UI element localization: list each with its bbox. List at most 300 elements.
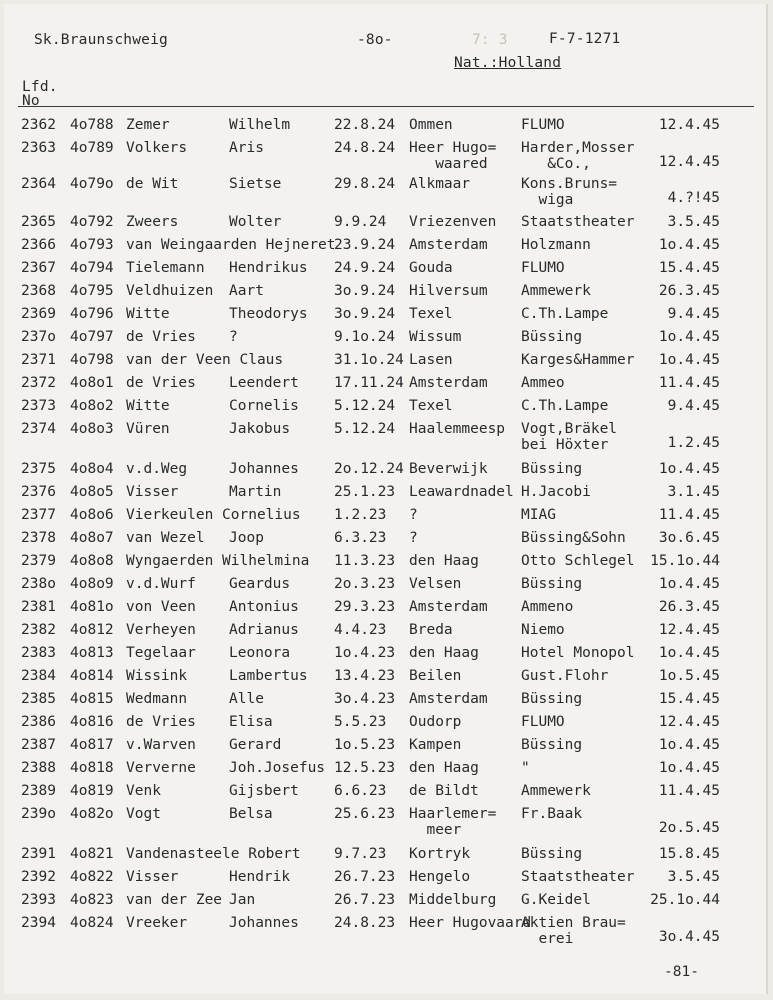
cell-name: Wyngaerden Wilhelmina bbox=[126, 553, 310, 569]
cell-ort: den Haag bbox=[409, 645, 479, 661]
table-row bbox=[0, 892, 773, 912]
cell-vorname: Gijsbert bbox=[229, 783, 299, 799]
table-row bbox=[0, 760, 773, 780]
cell-firma: Kons.Bruns= wiga bbox=[521, 176, 618, 208]
table-row bbox=[0, 507, 773, 527]
cell-firma: H.Jacobi bbox=[521, 484, 591, 500]
table-row bbox=[0, 176, 773, 208]
cell-nr: 4o8o8 bbox=[70, 553, 114, 569]
cell-nr: 4o82o bbox=[70, 806, 114, 822]
cell-name: Volkers bbox=[126, 140, 188, 156]
cell-nr: 4o8o1 bbox=[70, 375, 114, 391]
cell-vorname: Joop bbox=[229, 530, 264, 546]
table-row bbox=[0, 461, 773, 481]
cell-lfd: 2386 bbox=[21, 714, 56, 730]
cell-vorname: Johannes bbox=[229, 915, 299, 931]
cell-datum: 29.8.24 bbox=[334, 176, 396, 192]
cell-name: van Weingaarden Hejneret bbox=[126, 237, 336, 253]
cell-vorname: Elisa bbox=[229, 714, 273, 730]
cell-vorname: Leonora bbox=[229, 645, 291, 661]
cell-nr: 4o79o bbox=[70, 176, 114, 192]
cell-firma: FLUMO bbox=[521, 714, 565, 730]
cell-nr: 4o793 bbox=[70, 237, 114, 253]
cell-name: v.Warven bbox=[126, 737, 196, 753]
cell-datum: 24.8.24 bbox=[334, 140, 396, 156]
cell-ort: Wissum bbox=[409, 329, 462, 345]
cell-datum: 6.3.23 bbox=[334, 530, 387, 546]
table-row bbox=[0, 622, 773, 642]
cell-ort: Texel bbox=[409, 398, 453, 414]
cell-name: Vogt bbox=[126, 806, 161, 822]
cell-nr: 4o814 bbox=[70, 668, 114, 684]
cell-ort: Texel bbox=[409, 306, 453, 322]
reference-number: F-7-1271 bbox=[549, 31, 621, 47]
cell-name: Vandenasteele Robert bbox=[126, 846, 301, 862]
table-row bbox=[0, 214, 773, 234]
cell-ende: 11.4.45 bbox=[658, 507, 720, 523]
cell-datum: 9.1o.24 bbox=[334, 329, 396, 345]
cell-lfd: 2382 bbox=[21, 622, 56, 638]
cell-ende: 3.5.45 bbox=[667, 869, 720, 885]
cell-datum: 2o.3.23 bbox=[334, 576, 396, 592]
cell-nr: 4o794 bbox=[70, 260, 114, 276]
table-row bbox=[0, 915, 773, 947]
cell-lfd: 2367 bbox=[21, 260, 56, 276]
cell-vorname: Gerard bbox=[229, 737, 282, 753]
cell-nr: 4o815 bbox=[70, 691, 114, 707]
cell-name: Veldhuizen bbox=[126, 283, 214, 299]
cell-datum: 24.9.24 bbox=[334, 260, 396, 276]
cell-ende: 11.4.45 bbox=[658, 375, 720, 391]
table-row bbox=[0, 421, 773, 453]
cell-name: Witte bbox=[126, 306, 170, 322]
cell-ende: 12.4.45 bbox=[658, 154, 720, 170]
cell-ende: 1o.5.45 bbox=[658, 668, 720, 684]
cell-ende: 1o.4.45 bbox=[658, 352, 720, 368]
cell-ende: 1o.4.45 bbox=[658, 576, 720, 592]
cell-datum: 6.6.23 bbox=[334, 783, 387, 799]
cell-lfd: 2389 bbox=[21, 783, 56, 799]
cell-datum: 3o.9.24 bbox=[334, 283, 396, 299]
cell-vorname: Sietse bbox=[229, 176, 282, 192]
cell-name: Zemer bbox=[126, 117, 170, 133]
cell-nr: 4o8o2 bbox=[70, 398, 114, 414]
cell-ende: 9.4.45 bbox=[667, 398, 720, 414]
table-row bbox=[0, 846, 773, 866]
cell-nr: 4o812 bbox=[70, 622, 114, 638]
cell-firma: Niemo bbox=[521, 622, 565, 638]
cell-ende: 15.1o.44 bbox=[650, 553, 720, 569]
cell-firma: FLUMO bbox=[521, 260, 565, 276]
table-row bbox=[0, 352, 773, 372]
cell-ende: 15.4.45 bbox=[658, 260, 720, 276]
cell-name: Zweers bbox=[126, 214, 179, 230]
cell-datum: 31.1o.24 bbox=[334, 352, 404, 368]
cell-nr: 4o792 bbox=[70, 214, 114, 230]
cell-nr: 4o797 bbox=[70, 329, 114, 345]
cell-lfd: 2387 bbox=[21, 737, 56, 753]
cell-nr: 4o8o3 bbox=[70, 421, 114, 437]
cell-nr: 4o818 bbox=[70, 760, 114, 776]
table-row bbox=[0, 260, 773, 280]
cell-vorname: Lambertus bbox=[229, 668, 308, 684]
cell-name: van der Zee bbox=[126, 892, 223, 908]
cell-ort: Beilen bbox=[409, 668, 462, 684]
cell-ende: 1o.4.45 bbox=[658, 329, 720, 345]
cell-nr: 4o823 bbox=[70, 892, 114, 908]
cell-ort: den Haag bbox=[409, 760, 479, 776]
cell-ende: 1o.4.45 bbox=[658, 237, 720, 253]
cell-ende: 12.4.45 bbox=[658, 714, 720, 730]
cell-name: Vreeker bbox=[126, 915, 188, 931]
cell-firma: Vogt,Bräkel bei Höxter bbox=[521, 421, 618, 453]
cell-lfd: 2379 bbox=[21, 553, 56, 569]
cell-name: Witte bbox=[126, 398, 170, 414]
cell-ort: Haalemmeesp bbox=[409, 421, 506, 437]
table-row bbox=[0, 714, 773, 734]
cell-ort: Heer Hugo= waared bbox=[409, 140, 497, 172]
cell-datum: 1.2.23 bbox=[334, 507, 387, 523]
cell-datum: 25.6.23 bbox=[334, 806, 396, 822]
cell-lfd: 239o bbox=[21, 806, 56, 822]
cell-ende: 4.?!45 bbox=[667, 190, 720, 206]
cell-ende: 1o.4.45 bbox=[658, 645, 720, 661]
cell-vorname: Leendert bbox=[229, 375, 299, 391]
cell-ende: 26.3.45 bbox=[658, 599, 720, 615]
cell-firma: Büssing&Sohn bbox=[521, 530, 626, 546]
cell-lfd: 2366 bbox=[21, 237, 56, 253]
cell-datum: 22.8.24 bbox=[334, 117, 396, 133]
cell-firma: G.Keidel bbox=[521, 892, 591, 908]
table-row bbox=[0, 645, 773, 665]
cell-vorname: ? bbox=[229, 329, 238, 345]
table-row bbox=[0, 737, 773, 757]
cell-firma: Staatstheater bbox=[521, 869, 635, 885]
cell-ende: 15.4.45 bbox=[658, 691, 720, 707]
cell-nr: 4o795 bbox=[70, 283, 114, 299]
cell-ende: 1o.4.45 bbox=[658, 760, 720, 776]
table-row bbox=[0, 691, 773, 711]
cell-datum: 2o.12.24 bbox=[334, 461, 404, 477]
cell-firma: Harder,Mosser &Co., bbox=[521, 140, 635, 172]
cell-ort: Middelburg bbox=[409, 892, 497, 908]
cell-nr: 4o798 bbox=[70, 352, 114, 368]
cell-ende: 1o.4.45 bbox=[658, 737, 720, 753]
cell-ende: 9.4.45 bbox=[667, 306, 720, 322]
cell-name: van Wezel bbox=[126, 530, 205, 546]
cell-ort: Hengelo bbox=[409, 869, 471, 885]
cell-ort: Vriezenven bbox=[409, 214, 497, 230]
cell-datum: 5.12.24 bbox=[334, 398, 396, 414]
cell-firma: Fr.Baak bbox=[521, 806, 583, 822]
cell-vorname: Jakobus bbox=[229, 421, 291, 437]
table-row bbox=[0, 283, 773, 303]
cell-datum: 4.4.23 bbox=[334, 622, 387, 638]
cell-firma: C.Th.Lampe bbox=[521, 398, 609, 414]
cell-ende: 3o.4.45 bbox=[658, 929, 720, 945]
table-row bbox=[0, 140, 773, 172]
cell-datum: 5.5.23 bbox=[334, 714, 387, 730]
cell-datum: 29.3.23 bbox=[334, 599, 396, 615]
reference-marks: 7: 3 bbox=[472, 32, 508, 48]
cell-ende: 1o.4.45 bbox=[658, 461, 720, 477]
cell-lfd: 2372 bbox=[21, 375, 56, 391]
cell-lfd: 2376 bbox=[21, 484, 56, 500]
cell-lfd: 2371 bbox=[21, 352, 56, 368]
cell-nr: 4o819 bbox=[70, 783, 114, 799]
cell-ort: Kortryk bbox=[409, 846, 471, 862]
cell-ende: 12.4.45 bbox=[658, 117, 720, 133]
cell-name: von Veen bbox=[126, 599, 196, 615]
cell-lfd: 2381 bbox=[21, 599, 56, 615]
cell-firma: " bbox=[521, 760, 530, 776]
cell-ende: 3.1.45 bbox=[667, 484, 720, 500]
cell-lfd: 237o bbox=[21, 329, 56, 345]
cell-ende: 3o.6.45 bbox=[658, 530, 720, 546]
cell-name: de Vries bbox=[126, 329, 196, 345]
cell-firma: Gust.Flohr bbox=[521, 668, 609, 684]
cell-ort: Amsterdam bbox=[409, 599, 488, 615]
column-label-no: No bbox=[22, 93, 40, 109]
cell-vorname: Johannes bbox=[229, 461, 299, 477]
cell-name: Vüren bbox=[126, 421, 170, 437]
cell-firma: MIAG bbox=[521, 507, 556, 523]
cell-datum: 13.4.23 bbox=[334, 668, 396, 684]
cell-datum: 1o.5.23 bbox=[334, 737, 396, 753]
table-row bbox=[0, 599, 773, 619]
cell-ende: 1.2.45 bbox=[667, 435, 720, 451]
cell-vorname: Alle bbox=[229, 691, 264, 707]
cell-vorname: Hendrikus bbox=[229, 260, 308, 276]
cell-vorname: Adrianus bbox=[229, 622, 299, 638]
table-row bbox=[0, 237, 773, 257]
cell-nr: 4o789 bbox=[70, 140, 114, 156]
nationality-label: Nat.:Holland bbox=[454, 55, 562, 71]
cell-name: van der Veen Claus bbox=[126, 352, 284, 368]
cell-firma: Karges&Hammer bbox=[521, 352, 635, 368]
cell-ende: 2o.5.45 bbox=[658, 820, 720, 836]
cell-lfd: 2394 bbox=[21, 915, 56, 931]
cell-nr: 4o817 bbox=[70, 737, 114, 753]
cell-ende: 12.4.45 bbox=[658, 622, 720, 638]
cell-vorname: Belsa bbox=[229, 806, 273, 822]
cell-nr: 4o81o bbox=[70, 599, 114, 615]
cell-ort: Gouda bbox=[409, 260, 453, 276]
cell-firma: Ammeno bbox=[521, 599, 574, 615]
cell-name: Visser bbox=[126, 869, 179, 885]
cell-ort: Leawardnadel bbox=[409, 484, 514, 500]
cell-firma: Staatstheater bbox=[521, 214, 635, 230]
cell-datum: 17.11.24 bbox=[334, 375, 404, 391]
cell-lfd: 2391 bbox=[21, 846, 56, 862]
cell-vorname: Geardus bbox=[229, 576, 291, 592]
cell-name: Ververne bbox=[126, 760, 196, 776]
cell-datum: 25.1.23 bbox=[334, 484, 396, 500]
cell-lfd: 2388 bbox=[21, 760, 56, 776]
cell-firma: C.Th.Lampe bbox=[521, 306, 609, 322]
cell-vorname: Antonius bbox=[229, 599, 299, 615]
cell-ort: Ommen bbox=[409, 117, 453, 133]
cell-firma: Hotel Monopol bbox=[521, 645, 635, 661]
cell-lfd: 2385 bbox=[21, 691, 56, 707]
cell-name: Tegelaar bbox=[126, 645, 196, 661]
footer-page-number: -81- bbox=[664, 964, 699, 980]
cell-lfd: 2378 bbox=[21, 530, 56, 546]
cell-name: Vierkeulen Cornelius bbox=[126, 507, 301, 523]
cell-ort: Amsterdam bbox=[409, 237, 488, 253]
cell-ort: Kampen bbox=[409, 737, 462, 753]
cell-datum: 11.3.23 bbox=[334, 553, 396, 569]
cell-nr: 4o796 bbox=[70, 306, 114, 322]
cell-firma: Ammeo bbox=[521, 375, 565, 391]
cell-ort: ? bbox=[409, 507, 418, 523]
cell-ort: Breda bbox=[409, 622, 453, 638]
cell-ort: Velsen bbox=[409, 576, 462, 592]
cell-vorname: Martin bbox=[229, 484, 282, 500]
cell-vorname: Theodorys bbox=[229, 306, 308, 322]
cell-lfd: 2365 bbox=[21, 214, 56, 230]
cell-ende: 3.5.45 bbox=[667, 214, 720, 230]
cell-datum: 3o.9.24 bbox=[334, 306, 396, 322]
table-row bbox=[0, 329, 773, 349]
cell-vorname: Hendrik bbox=[229, 869, 291, 885]
cell-datum: 9.7.23 bbox=[334, 846, 387, 862]
cell-ende: 26.3.45 bbox=[658, 283, 720, 299]
cell-lfd: 2393 bbox=[21, 892, 56, 908]
table-row bbox=[0, 398, 773, 418]
cell-firma: Ammewerk bbox=[521, 783, 591, 799]
cell-firma: Büssing bbox=[521, 329, 583, 345]
cell-nr: 4o824 bbox=[70, 915, 114, 931]
cell-name: v.d.Weg bbox=[126, 461, 188, 477]
cell-nr: 4o813 bbox=[70, 645, 114, 661]
cell-lfd: 2384 bbox=[21, 668, 56, 684]
cell-firma: Ammewerk bbox=[521, 283, 591, 299]
table-row bbox=[0, 783, 773, 803]
cell-ort: den Haag bbox=[409, 553, 479, 569]
cell-name: de Wit bbox=[126, 176, 179, 192]
cell-name: Verheyen bbox=[126, 622, 196, 638]
cell-name: Venk bbox=[126, 783, 161, 799]
cell-lfd: 2362 bbox=[21, 117, 56, 133]
cell-nr: 4o822 bbox=[70, 869, 114, 885]
cell-nr: 4o8o7 bbox=[70, 530, 114, 546]
cell-lfd: 2373 bbox=[21, 398, 56, 414]
cell-lfd: 2374 bbox=[21, 421, 56, 437]
cell-nr: 4o8o5 bbox=[70, 484, 114, 500]
cell-lfd: 2364 bbox=[21, 176, 56, 192]
cell-nr: 4o8o6 bbox=[70, 507, 114, 523]
cell-ende: 11.4.45 bbox=[658, 783, 720, 799]
table-row bbox=[0, 530, 773, 550]
cell-name: de Vries bbox=[126, 375, 196, 391]
cell-ort: Oudorp bbox=[409, 714, 462, 730]
cell-firma: Büssing bbox=[521, 846, 583, 862]
table-row bbox=[0, 306, 773, 326]
cell-nr: 4o821 bbox=[70, 846, 114, 862]
cell-vorname: Jan bbox=[229, 892, 256, 908]
cell-ort: Alkmaar bbox=[409, 176, 471, 192]
cell-ort: de Bildt bbox=[409, 783, 479, 799]
cell-firma: Büssing bbox=[521, 461, 583, 477]
cell-datum: 5.12.24 bbox=[334, 421, 396, 437]
cell-firma: Büssing bbox=[521, 691, 583, 707]
cell-lfd: 238o bbox=[21, 576, 56, 592]
cell-datum: 26.7.23 bbox=[334, 869, 396, 885]
cell-firma: FLUMO bbox=[521, 117, 565, 133]
table-row bbox=[0, 576, 773, 596]
cell-vorname: Wilhelm bbox=[229, 117, 291, 133]
cell-lfd: 2383 bbox=[21, 645, 56, 661]
table-row bbox=[0, 668, 773, 688]
table-row bbox=[0, 117, 773, 137]
cell-lfd: 2369 bbox=[21, 306, 56, 322]
cell-firma: Büssing bbox=[521, 737, 583, 753]
cell-name: v.d.Wurf bbox=[126, 576, 196, 592]
cell-firma: Holzmann bbox=[521, 237, 591, 253]
cell-ort: Hilversum bbox=[409, 283, 488, 299]
page-number: -8o- bbox=[357, 32, 393, 48]
table-row bbox=[0, 553, 773, 573]
table-row bbox=[0, 806, 773, 838]
cell-datum: 9.9.24 bbox=[334, 214, 387, 230]
cell-ort: ? bbox=[409, 530, 418, 546]
cell-firma: Büssing bbox=[521, 576, 583, 592]
cell-nr: 4o816 bbox=[70, 714, 114, 730]
cell-lfd: 2392 bbox=[21, 869, 56, 885]
camp-name: Sk.Braunschweig bbox=[34, 32, 168, 48]
table-row bbox=[0, 869, 773, 889]
header-rule bbox=[18, 106, 754, 107]
cell-firma: Otto Schlegel bbox=[521, 553, 635, 569]
cell-nr: 4o8o9 bbox=[70, 576, 114, 592]
cell-datum: 23.9.24 bbox=[334, 237, 396, 253]
table-row bbox=[0, 484, 773, 504]
cell-datum: 12.5.23 bbox=[334, 760, 396, 776]
cell-nr: 4o788 bbox=[70, 117, 114, 133]
cell-ort: Lasen bbox=[409, 352, 453, 368]
cell-lfd: 2375 bbox=[21, 461, 56, 477]
cell-name: Wedmann bbox=[126, 691, 188, 707]
cell-lfd: 2377 bbox=[21, 507, 56, 523]
table-row bbox=[0, 375, 773, 395]
cell-nr: 4o8o4 bbox=[70, 461, 114, 477]
cell-vorname: Cornelis bbox=[229, 398, 299, 414]
cell-vorname: Wolter bbox=[229, 214, 282, 230]
cell-name: Visser bbox=[126, 484, 179, 500]
cell-name: de Vries bbox=[126, 714, 196, 730]
column-label-lfd: Lfd. bbox=[22, 79, 58, 95]
cell-datum: 3o.4.23 bbox=[334, 691, 396, 707]
cell-name: Wissink bbox=[126, 668, 188, 684]
cell-datum: 1o.4.23 bbox=[334, 645, 396, 661]
cell-ort: Beverwijk bbox=[409, 461, 488, 477]
cell-name: Tielemann bbox=[126, 260, 205, 276]
cell-lfd: 2368 bbox=[21, 283, 56, 299]
cell-vorname: Aris bbox=[229, 140, 264, 156]
cell-ende: 15.8.45 bbox=[658, 846, 720, 862]
cell-datum: 24.8.23 bbox=[334, 915, 396, 931]
cell-datum: 26.7.23 bbox=[334, 892, 396, 908]
cell-vorname: Aart bbox=[229, 283, 264, 299]
cell-ende: 25.1o.44 bbox=[650, 892, 720, 908]
cell-vorname: Joh.Josefus bbox=[229, 760, 326, 776]
cell-lfd: 2363 bbox=[21, 140, 56, 156]
cell-ort: Amsterdam bbox=[409, 691, 488, 707]
cell-firma: Aktien Brau= erei bbox=[521, 915, 626, 947]
cell-ort: Haarlemer= meer bbox=[409, 806, 497, 838]
cell-ort: Heer Hugovaard bbox=[409, 915, 532, 931]
